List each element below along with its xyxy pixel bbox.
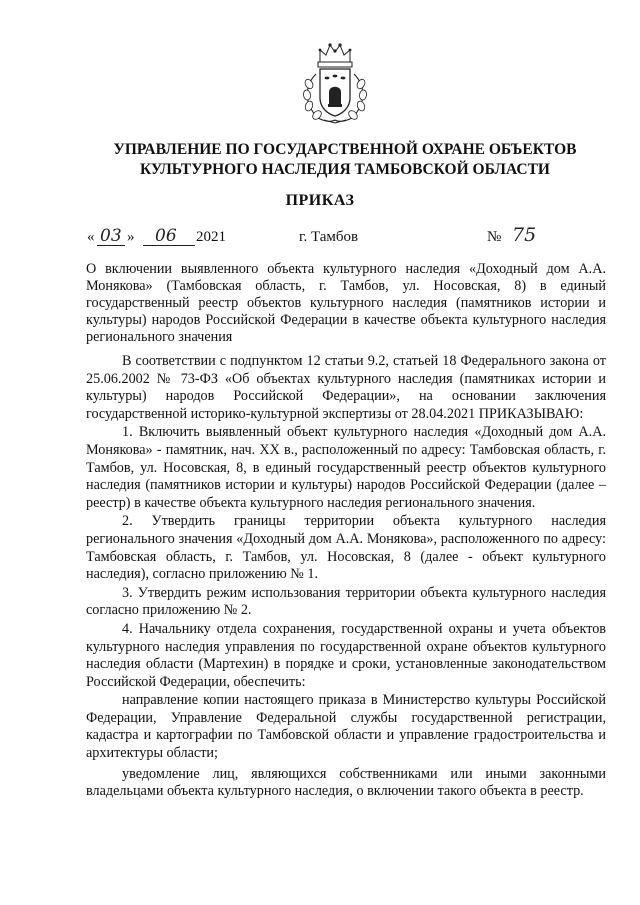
city-name: г. Тамбов [299, 229, 359, 245]
clause-2: 2. Утвердить границы территории объекта культурного наследия регионального значения «Доходный дом А.А. Монякова», расположенного по адресу: Тамбовская область, г. Тамбов, ул. Носовская, 8 (далее - объект культурного наследия), согласно приложению № 1. [86, 513, 606, 583]
clause-3: 3. Утвердить режим использования территории объекта культурного наследия согласно приложению № 2. [86, 584, 606, 619]
tambov-coat-of-arms-emblem [296, 40, 374, 124]
order-body [86, 353, 606, 802]
date-year: 2021 [196, 229, 226, 245]
agency-name [60, 140, 630, 180]
clause-4-item-notify-owners: уведомление лиц, являющихся собственниками или иными законными владельцами объекта культурного наследия, о включении такого объекта в реестр. [86, 765, 606, 800]
order-subject: О включении выявленного объекта культурного наследия «Доходный дом А.А. Монякова» (Тамбовская область, г. Тамбов, ул. Носовская, 8) в единый государственный реестр объектов культурного наследия (памятников истории и культуры) народов Российской Федерации в качестве объекта культурного наследия регионального значения [86, 261, 606, 345]
date-close-quote: » [127, 229, 135, 245]
clause-4-item-notify-ministry: направление копии настоящего приказа в Министерство культуры Российской Федерации, Управление Федеральной службы государственной регистрации, кадастра и картографии по Тамбовской области и управление градостроительства и архитектуры области; [86, 692, 606, 762]
document-type-title: ПРИКАЗ [285, 192, 355, 209]
agency-name-line-1: УПРАВЛЕНИЕ ПО ГОСУДАРСТВЕННОЙ ОХРАНЕ ОБЪЕКТОВ [113, 141, 577, 158]
clause-4: 4. Начальнику отдела сохранения, государственной охраны и учета объектов культурного наследия управления по государственной охране объектов культурного наследия области (Мартехин) в порядке и сроки, установленные законодательством Российской Федерации, обеспечить: [86, 620, 606, 690]
date-open-quote: « [87, 229, 95, 245]
order-number-handwritten: 75 [512, 224, 537, 246]
agency-name-line-2: КУЛЬТУРНОГО НАСЛЕДИЯ ТАМБОВСКОЙ ОБЛАСТИ [140, 161, 550, 178]
date-month-handwritten: 06 [155, 226, 177, 246]
preamble-paragraph: В соответствии с подпунктом 12 статьи 9.2, статьей 18 Федерального закона от 25.06.2002 № 73-ФЗ «Об объектах культурного наследия (памятниках истории и культуры) народов Российской Федерации», на основании заключения государственной историко-культурной экспертизы от 28.04.2021 ПРИКАЗЫВАЮ: [86, 353, 606, 422]
order-number-label: № [487, 229, 502, 245]
date-number-line [0, 224, 640, 251]
date-day-handwritten: 03 [100, 226, 122, 246]
clause-1: 1. Включить выявленный объект культурного наследия «Доходный дом А.А. Монякова» - памятник, нач. XX в., расположенный по адресу: Тамбовская область, г. Тамбов, ул. Носовская, 8, в единый государственный реестр объектов культурного наследия (памятников истории и культуры) народов Российской Федерации (далее – реестр) в качестве объекта культурного наследия регионального значения. [86, 424, 606, 511]
